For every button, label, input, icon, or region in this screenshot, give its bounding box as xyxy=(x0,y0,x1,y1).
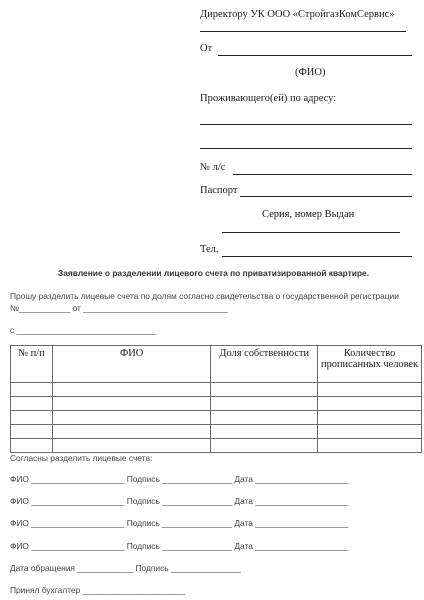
table-cell[interactable] xyxy=(211,397,318,411)
table-cell[interactable] xyxy=(211,439,318,453)
col-header-number: № п/п xyxy=(11,346,53,383)
agreement-signature-line-1[interactable]: ФИО ____________________ Подпись _______________ Дата ____________________ xyxy=(10,474,349,484)
col-header-registered-count: Количество прописанных человек xyxy=(318,346,422,383)
agreement-signature-line-2[interactable]: ФИО ____________________ Подпись _______________ Дата ____________________ xyxy=(10,496,349,506)
table-row xyxy=(11,439,422,453)
passport-label: Паспорт xyxy=(200,185,238,196)
table-cell[interactable] xyxy=(318,425,422,439)
certificate-number-line[interactable]: №___________ от _______________________________ xyxy=(10,303,228,313)
phone-label: Тел. xyxy=(200,244,219,255)
since-date-line[interactable]: с ______________________________ xyxy=(10,325,157,335)
agreement-label: Согласны разделить лицевые счета: xyxy=(10,453,153,463)
table-cell[interactable] xyxy=(11,411,53,425)
addressee-blank xyxy=(200,31,406,32)
table-cell[interactable] xyxy=(318,383,422,397)
addressee-line: Директору УК ООО «СтройгазКомСервис» xyxy=(200,9,395,20)
accounts-table xyxy=(10,345,422,453)
table-row xyxy=(11,425,422,439)
table-cell[interactable] xyxy=(52,439,210,453)
accountant-line[interactable]: Принял бухгалтер ______________________ xyxy=(10,585,185,595)
account-field[interactable] xyxy=(233,174,412,175)
agreement-signature-line-4[interactable]: ФИО ____________________ Подпись _______________ Дата ____________________ xyxy=(10,541,349,551)
table-cell[interactable] xyxy=(52,425,210,439)
phone-field[interactable] xyxy=(222,256,412,257)
address-field-1[interactable] xyxy=(200,124,412,125)
table-cell[interactable] xyxy=(11,439,53,453)
table-cell[interactable] xyxy=(11,383,53,397)
address-field-2[interactable] xyxy=(200,148,412,149)
table-row xyxy=(11,383,422,397)
passport-caption: Серия, номер Выдан xyxy=(262,209,355,220)
passport-field[interactable] xyxy=(240,196,412,197)
table-cell[interactable] xyxy=(52,397,210,411)
table-cell[interactable] xyxy=(318,411,422,425)
table-header-row xyxy=(11,346,422,383)
table-cell[interactable] xyxy=(52,383,210,397)
issued-field[interactable] xyxy=(222,232,400,233)
from-field[interactable] xyxy=(218,55,412,56)
table-cell[interactable] xyxy=(211,411,318,425)
account-label: № л/с xyxy=(200,162,226,173)
col-header-fio: ФИО xyxy=(52,346,210,383)
table-cell[interactable] xyxy=(11,425,53,439)
table-row xyxy=(11,411,422,425)
table-cell[interactable] xyxy=(318,397,422,411)
residing-label: Проживающего(ей) по адресу: xyxy=(200,93,337,104)
document-title: Заявление о разделении лицевого счета по приватизированной квартире. xyxy=(58,268,370,278)
fio-caption: (ФИО) xyxy=(295,67,326,78)
table-cell[interactable] xyxy=(318,439,422,453)
from-label: От xyxy=(200,43,213,54)
table-cell[interactable] xyxy=(211,383,318,397)
table-cell[interactable] xyxy=(52,411,210,425)
request-text: Прошу разделить лицевые счета по долям согласно свидетельства о государственной регистрации xyxy=(10,291,399,301)
application-date-line[interactable]: Дата обращения ____________ Подпись _______________ xyxy=(10,563,241,573)
table-row xyxy=(11,397,422,411)
col-header-share: Доля собственности xyxy=(211,346,318,383)
agreement-signature-line-3[interactable]: ФИО ____________________ Подпись _______________ Дата ____________________ xyxy=(10,518,349,528)
table-cell[interactable] xyxy=(211,425,318,439)
table-cell[interactable] xyxy=(11,397,53,411)
